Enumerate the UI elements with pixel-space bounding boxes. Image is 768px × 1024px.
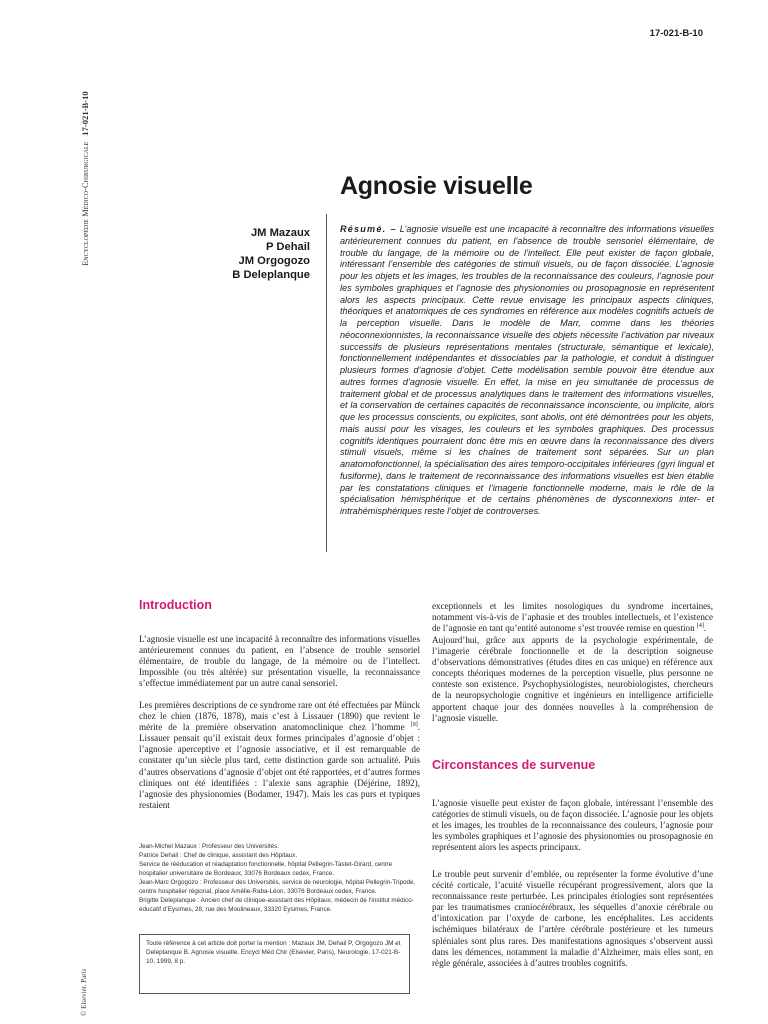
intro-p2-text-b: . Lissauer pensait qu’il existait deux formes principales d’agnosie d’objet : l’agnosie aperceptive et l’agnosie associative, et il est remarquable de constater qu’un siècle plus tard, cette distinction garde son actualité. Puis d’autres observations d’agnosie d’objet ont été rapportées, et d’autres formes cliniques ont été identifiées : l’alexie sans agraphie (Déjérine, 1892), l’agnosie des physionomies (Bodamer, 1947). Mais les cas purs et typiques restaient xyxy=(139,722,420,810)
intro-paragraph-2 xyxy=(139,700,420,811)
abstract xyxy=(340,224,714,518)
author-name: P Dehail xyxy=(266,241,310,253)
intro-paragraph-3 xyxy=(432,601,713,634)
footnote: Service de rééducation et réadaptation fonctionnelle, hôpital Pellegrin-Tastet-Girard, centre hospitalier universitaire de Bordeaux, 33076 Bordeaux cedex, France. xyxy=(139,861,393,877)
journal-ref: 17-021-B-10 xyxy=(80,91,90,136)
section-heading-introduction: Introduction xyxy=(139,598,212,612)
citation-box: Toute référence à cet article doit porter la mention : Mazaux JM, Dehail P, Orgogozo JM et Deleplanque B. Agnosie visuelle. Encycl Méd Chir (Elsevier, Paris), Neurologie, 17-021-B-10, 1999, 8 p. xyxy=(139,934,410,994)
article-title: Agnosie visuelle xyxy=(340,172,533,200)
footnote: Jean-Michel Mazaux : Professeur des Universités. xyxy=(139,843,279,850)
column-divider xyxy=(326,214,327,552)
intro-p3-text-a: exceptionnels et les limites nosologiques du syndrome incertaines, notamment vis-à-vis de l’aphasie et des troubles intellectuels, et l’existence de l’agnosie en tant qu’entité autonome s’est trouvée remise en question xyxy=(432,601,713,634)
journal-name: Encyclopédie Médico-Chirurgicale xyxy=(80,141,90,266)
circonstances-paragraph-2: Le trouble peut survenir d’emblée, ou représenter la forme évolutive d’une cécité corticale, l’acuité visuelle récupérant progressivement, alors que la reconnaissance reste perturbée. Les principales étiologies sont représentées par les traumatismes craniocérébraux, les séquelles d’anoxie cérébrale ou d’intoxication par l’oxyde de carbone, les encéphalites. Les accidents ischémiques bilatéraux de l’artère cérébrale postérieure et les tumeurs spléniales sont plus rares. Des manifestations agnosiques s’observent aussi dans les démences, notamment la maladie d’Alzheimer, mais elles sont, en règle générale, associées à d’autres troubles cognitifs. xyxy=(432,869,713,968)
footnote: Jean-Marc Orgogozo : Professeur des Universités, service de neurologie, hôpital Pellegrin-Tripode, centre hospitalier régional, place Amélie-Raba-Léon, 33076 Bordeaux cedex, France. xyxy=(139,879,416,895)
circonstances-paragraph-1: L’agnosie visuelle peut exister de façon globale, intéressant l’ensemble des catégories de stimuli visuels, ou de façon dissociée. L’agnosie pour les objets et les images, les troubles de la reconnaissance des couleurs, l’agnosie pour les symboles graphiques et l’agnosie des physionomies ou prosopagnosie en représentent alors les aspects principaux. xyxy=(432,798,713,853)
reference-link[interactable]: [4] xyxy=(696,623,704,630)
section-heading-circonstances: Circonstances de survenue xyxy=(432,758,596,772)
copyright-label: © Elsevier, Paris xyxy=(80,968,88,1016)
abstract-text: L’agnosie visuelle est une incapacité à reconnaître des informations visuelles antérieurement connues du patient, en l’absence de trouble sensoriel élémentaire, de trouble du langage, de la mémoire ou de l’intellect. Elle peut exister de façon globale, intéressant l’ensemble des catégories de stimuli visuels, ou de façon dissociée. L’agnosie pour les objets et les images, les troubles de la reconnaissance des couleurs, l’agnosie pour les symboles graphiques et l’agnosie des physionomies ou prosopagnosie en représentent alors les aspects principaux. Cette revue envisage les principaux aspects cliniques, théoriques et anatomiques de ces syndromes en référence aux modèles cognitifs actuels de la perception visuelle. Dans le modèle de Marr, comme dans les théories néoconnexionnistes, la reconnaissance visuelle des objets nécessite l’activation par niveaux successifs de plusieurs représentations mentales (structurale, sémantique et lexicale), fonctionnellement indépendantes et dissociables par la pathologie, et conduit à distinguer plusieurs formes d’agnosie d’objet. Cette modélisation semble pouvoir être étendue aux autres formes d’agnosie visuelle. En effet, la mise en jeu simultanée de processus de traitement global et de processus analytiques dans le traitement des informations visuelles, et la conservation de certaines capacités de reconnaissance inconsciente, ou implicite, alors que les processus conscients, ou explicites, sont abolis, ont été démontrées pour les objets, mais aussi pour les visages, les couleurs et les symboles graphiques. Des processus cognitifs identiques pourraient donc être mis en œuvre dans la reconnaissance des divers stimuli visuels, même si les chaînes de traitement sont séparées. Sur un plan anatomofonctionnel, la spécialisation des aires temporo-occipitales inférieures (gyri lingual et fusiforme), dans le traitement de reconnaissance des informations visuelles est bien établie par les constatations cliniques et l’imagerie fonctionnelle moderne, mais le rôle de la spécialisation hémisphérique et de certains phénomènes de dysconnexions inter- et intrahémisphériques reste l’objet de controverses. xyxy=(340,224,714,516)
journal-side-label xyxy=(80,91,90,266)
intro-p2-text-a: Les premières descriptions de ce syndrome rare ont été effectuées par Münck chez le chien (1876, 1878), mais c’est à Lissauer (1890) que revient le mérite de la première observation anatomoclinique chez l’homme xyxy=(139,700,420,733)
author-name: JM Mazaux xyxy=(250,227,310,239)
intro-paragraph-4: Aujourd’hui, grâce aux apports de la psychologie expérimentale, de l’imagerie cérébrale fonctionnelle et de la description soigneuse d’observations démonstratives (études dites en cas unique) en référence aux concepts théoriques modernes de la perception visuelle, plus personne ne conteste son existence. Psychophysiologistes, neurobiologistes, chercheurs de la neuropsychologie cognitive et ingénieurs en intelligence artificielle apportent chaque jour des données nouvelles à la compréhension de l’agnosie visuelle. xyxy=(432,635,713,723)
author-name: B Deleplanque xyxy=(232,269,310,281)
author-name: JM Orgogozo xyxy=(238,255,310,267)
author-footnotes xyxy=(139,842,420,914)
reference-link[interactable]: [9] xyxy=(410,722,418,729)
intro-paragraph-1: L’agnosie visuelle est une incapacité à reconnaître des informations visuelles antérieurement connues du patient, en l’absence de trouble sensoriel élémentaire, de trouble du langage, de la mémoire ou de l’intellect. Impossible (ou très altérée) sur présentation visuelle, la reconnaissance s’effectue immédiatement par un autre canal sensoriel. xyxy=(139,634,420,689)
footnote: Brigitte Deleplanque : Ancien chef de clinique-assistant des Hôpitaux, médecin de l’institut médico-éducatif d’Eysimes, 28, rue des Moulineaux, 33320 Eysimes, France. xyxy=(139,897,414,913)
abstract-label: Résumé. – xyxy=(340,224,397,234)
footnote: Patrice Dehail : Chef de clinique, assistant des Hôpitaux. xyxy=(139,852,298,859)
document-reference: 17-021-B-10 xyxy=(649,28,703,39)
author-list xyxy=(150,226,310,282)
intro-p3-text-b: . xyxy=(703,623,707,634)
